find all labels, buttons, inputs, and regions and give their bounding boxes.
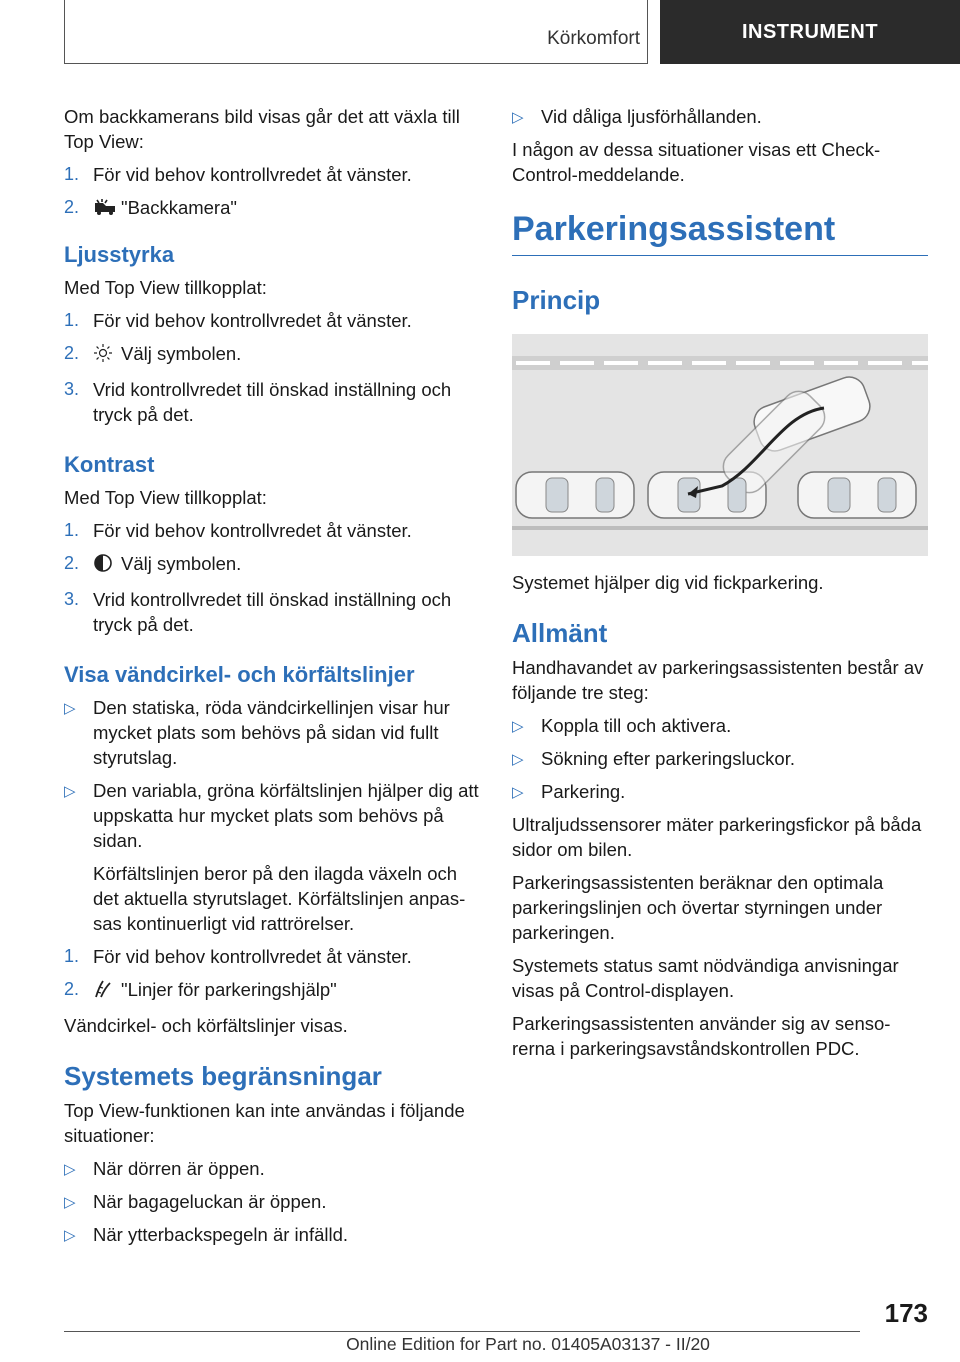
list-item: 1. För vid behov kontrollvredet åt vänster.	[64, 164, 412, 185]
list-item: 3. Vrid kontrollvredet till önskad inställning och tryck på det.	[64, 589, 452, 635]
list-item: ▷ Den variabla, gröna körfältslinjen hjälper dig att uppskatta hur mycket plats som behövs på sidan.	[64, 780, 479, 851]
contrast-icon	[93, 553, 117, 579]
list-item: 2. Välj symbolen.	[64, 551, 482, 579]
result-text: Vändcirkel- och körfältslinjer visas.	[64, 1015, 348, 1036]
footer-divider	[64, 1331, 860, 1332]
heading-limits: Systemets begränsningar	[64, 1061, 382, 1091]
list-item: ▷ Sökning efter parkeringsluckor.	[512, 748, 795, 769]
parking-illustration	[512, 334, 928, 556]
list-item: 1. För vid behov kontrollvredet åt vänster.	[64, 946, 412, 967]
heading-lines: Visa vändcirkel- och körfältslinjer	[64, 662, 415, 687]
rear-camera-icon	[93, 197, 117, 223]
list-item: ▷ Den statiska, röda vändcirkellinjen visar hur mycket plats som behövs på sidan vid fullt styrutslag.	[64, 697, 450, 768]
figure-caption: Systemet hjälper dig vid fickparkering.	[512, 572, 824, 593]
list-item: 2. "Backkamera"	[64, 195, 482, 223]
footer-edition: Online Edition for Part no. 01405A03137 - II/20	[346, 1334, 710, 1354]
intro-text: Om backkamerans bild visas går det att växla till Top View:	[64, 106, 460, 152]
parking-lines-icon	[93, 979, 117, 1005]
page-number: 173	[884, 1298, 928, 1328]
list-item: ▷ Koppla till och aktivera.	[512, 715, 732, 736]
right-column: ▷ Vid dåliga ljusförhållanden. I någon av dessa situationer visas ett Check-Control-meddelande. Parkeringsassistent Princip Systemet hjälper dig vid fickparkering. Allmänt Handhavandet av parkeringsassistenten består av följande tre steg: ▷ Koppla till och aktivera. ▷ Sökning efter parkeringsluckor. ▷ Parkering. Ultraljudssensorer mäter parkeringsfickor på båda sidor om bilen. Parkeringsassistenten beräknar den optimala parkeringslinjen och övertar styrningen under parkeringen. Systemets status samt nödvändiga anvisningar visas på Control-displayen. Parkeringsassistenten använder sig av senso-rerna i parkeringsavståndskontrollen PDC.	[512, 104, 928, 1069]
list-item: 2. Välj symbolen.	[64, 341, 482, 369]
note-text: Körfältslinjen beror på den ilagda växeln och det aktuella styrutslaget. Körfältslinjen anpas-sas kontinuerligt vid rattrörelser.	[93, 863, 466, 934]
brightness-icon	[93, 343, 117, 369]
list-item: 2. "Linjer för parkeringshjälp"	[64, 977, 482, 1005]
heading-brightness: Ljusstyrka	[64, 242, 175, 267]
section-title: Körkomfort	[547, 28, 640, 49]
list-item: ▷ Vid dåliga ljusförhållanden.	[512, 106, 762, 127]
left-column: Om backkamerans bild visas går det att växla till Top View: 1. För vid behov kontrollvredet åt vänster. 2. "Backkamera" Ljusstyrka Med Top View tillkopplat: 1. För vid behov kontrollvredet åt vänster. 2. Välj symbolen. 3. Vrid kontrollvredet till önskad inställning och tryck på det. Kontrast Med Top View tillkopplat: 1. För vid behov kontrollvredet åt vänster. 2. Välj symbolen. 3. Vrid kontrollvredet till önskad inställning och tryck på det. Visa vändcirkel- och körfältslinjer ▷ Den statiska, röda vändcirkellinjen visar hur mycket plats som behövs på sidan vid fullt styrutslag. ▷ Den variabla, gröna körfältslinjen hjälper dig att uppskatta hur mycket plats som behövs på sidan. Körfältslinjen beror på den ilagda växeln och det aktuella styrutslaget. Körfältslinjen anpas-sas kontinuerligt vid rattrörelser. 1. För vid behov kontrollvredet åt vänster. 2. "Linjer för parkeringshjälp" Vändcirkel- och körfältslinjer visas. Systemets begränsningar Top View-funktionen kan inte användas i följande situationer: ▷ När dörren är öppen. ▷ När bagageluckan är öppen. ▷ När ytterbackspegeln är infälld.	[64, 104, 482, 1255]
list-item: 1. För vid behov kontrollvredet åt vänster.	[64, 520, 412, 541]
chapter-heading: Parkeringsassistent	[512, 209, 928, 256]
heading-general: Allmänt	[512, 618, 608, 648]
heading-contrast: Kontrast	[64, 452, 155, 477]
list-item: ▷ Parkering.	[512, 781, 626, 802]
list-item: 1. För vid behov kontrollvredet åt vänster.	[64, 310, 412, 331]
list-item: ▷ När bagageluckan är öppen.	[64, 1191, 327, 1212]
heading-principle: Princip	[512, 285, 601, 315]
list-item: 3. Vrid kontrollvredet till önskad inställning och tryck på det.	[64, 379, 452, 425]
list-item: ▷ När dörren är öppen.	[64, 1158, 265, 1179]
chapter-tab: INSTRUMENT	[660, 0, 960, 64]
list-item: ▷ När ytterbackspegeln är infälld.	[64, 1224, 349, 1245]
